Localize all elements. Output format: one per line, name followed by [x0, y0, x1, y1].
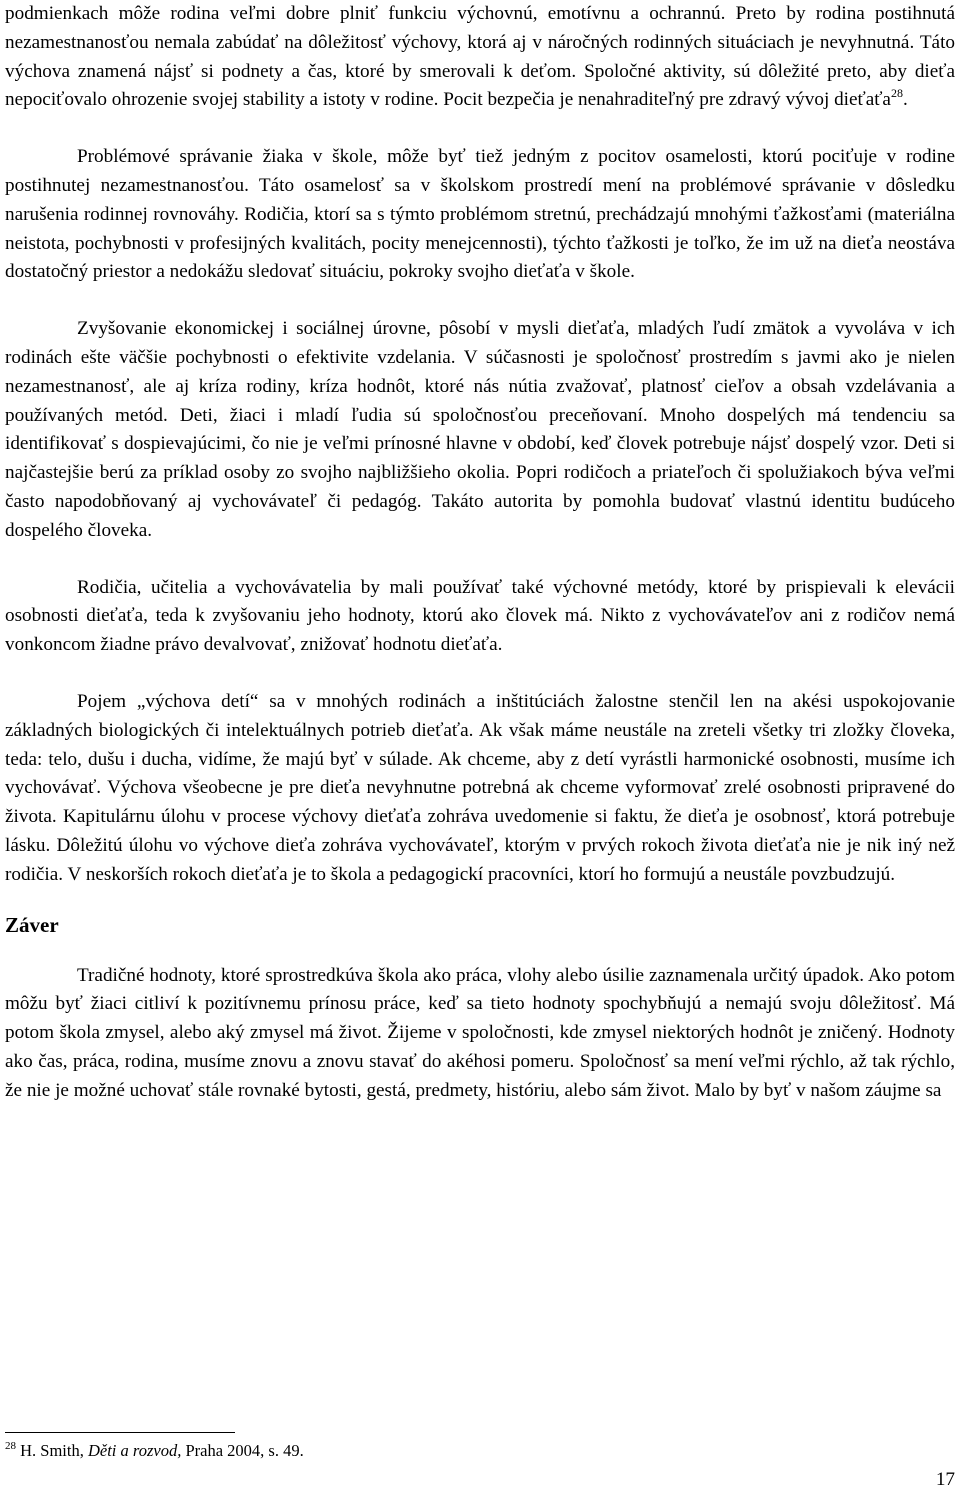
- footnote-author: H. Smith,: [20, 1441, 88, 1460]
- footnote-title: Děti a rozvod,: [87, 1441, 182, 1460]
- footnote: [5, 1439, 304, 1463]
- paragraph-3: Zvyšovanie ekonomickej i sociálnej úrovne, pôsobí v mysli dieťaťa, mladých ľudí zmätok a vyvoláva v ich rodinách ešte väčšie pochybnosti o efektivite vzdelania. V súčasnosti je spoločnosť prostredím s javmi ako je nielen nezamestnanosť, ale aj kríza rodiny, kríza hodnôt, ktoré nás nútia zvažovať, platnosť cieľov a obsah vzdelávania a používaných metód. Deti, žiaci i mladí ľudia sú spoločnosťou preceňovaní. Mnoho dospelých má tendenciu sa identifikovať s dospievajúcimi, čo nie je veľmi prínosné hlavne v období, keď človek potrebuje nájsť dospelý vzor. Deti si najčastejšie berú za príklad osoby zo svojho najbližšieho okolia. Popri rodičoch a priateľoch či spolužiakoch býva veľmi často napodobňovaný aj vychovávateľ či pedagóg. Takáto autorita by pomohla budovať vlastnú identitu budúceho dospelého človeka.: [5, 318, 955, 541]
- paragraph-1-text: podmienkach môže rodina veľmi dobre plniť funkciu výchovnú, emotívnu a ochrannú. Preto by rodina postihnutá nezamestnanosťou nemala zabúdať na dôležitosť výchovy, ktorá aj v náročných rodinných situáciach je nevyhnutná. Táto výchova znamená nájsť si podnety a čas, ktoré by smerovali k deťom. Spoločné aktivity, sú dôležité preto, aby dieťa nepociťovalo ohrozenie svojej stability a istoty v rodine. Pocit bezpečia je nenahraditeľný pre zdravý vývoj dieťaťa: [5, 3, 955, 111]
- paragraph-6: Tradičné hodnoty, ktoré sprostredkúva škola ako práca, vlohy alebo úsilie zaznamenala určitý úpadok. Ako potom môžu byť žiaci citliví k pozitívnemu prínosu práce, keď sa tieto hodnoty spochybňujú a nemajú svoju dôležitosť. Má potom škola zmysel, alebo aký zmysel má život. Žijeme v spoločnosti, kde zmysel niektorých hodnôt je zničený. Hodnoty ako čas, práca, rodina, musíme znovu a znovu stavať do akéhosi pomeru. Spoločnosť sa mení veľmi rýchlo, až tak rýchlo, že nie je možné uchovať stále rovnaké bytosti, gestá, predmety, históriu, alebo sám život. Malo by byť v našom záujme sa: [5, 964, 955, 1101]
- footnote-number: 28: [5, 1440, 16, 1452]
- paragraph-4: Rodičia, učitelia a vychovávatelia by mali používať také výchovné metódy, ktoré by prispievali k elevácii osobnosti dieťaťa, teda k zvyšovaniu jeho hodnoty, ktorú ako človek má. Nikto z vychovávateľov ani z rodičov nemá vonkoncom žiadne právo devalvovať, znižovať hodnotu dieťaťa.: [5, 576, 955, 656]
- section-heading: Záver: [5, 912, 59, 937]
- document-page: [5, 0, 955, 1106]
- paragraph-1: [5, 0, 955, 115]
- paragraph-5: Pojem „výchova detí“ sa v mnohých rodinách a inštitúciách žalostne stenčil len na akési uspokojovanie základných biologických či intelektuálnych potrieb dieťaťa. Ak však máme neustále na zreteli všetky tri zložky človeka, teda: telo, dušu i ducha, vidíme, že majú byť v súlade. Ak chceme, aby z detí vyrástli harmonické osobnosti, musíme ich vychovávať. Výchova všeobecne je pre dieťa nevyhnutne potrebná ak chceme vyformovať zrelé osobnosti pripravené do života. Kapitulárnu úlohu v procese výchovy dieťaťa zohráva uvedomenie si faktu, že dieťa je osobnosť, ktorá potrebuje lásku. Dôležitú úlohu vo výchove dieťa zohráva vychovávateľ, ktorým v prvých rokoch života dieťaťa nie je nik iný než rodičia. V neskorších rokoch dieťaťa je to škola a pedagogickí pracovníci, ktorí ho formujú a neustále povzbudzujú.: [5, 690, 955, 885]
- paragraph-2: Problémové správanie žiaka v škole, môže byť tiež jedným z pocitov osamelosti, ktorú pociťuje v rodine postihnutej nezamestnanosťou. Táto osamelosť sa v školskom prostredí mení na problémové správanie v dôsledku narušenia rodinnej rovnováhy. Rodičia, ktorí sa s týmto problémom stretnú, prechádzajú mnohými ťažkosťami (materiálna neistota, pochybnosti v profesijných kvalitách, pocity menejcennosti), týchto ťažkosti je toľko, že im už na dieťa neostáva dostatočný priestor a nedokážu sledovať situáciu, pokroky svojho dieťaťa v škole.: [5, 146, 955, 283]
- page-number: 17: [935, 1469, 955, 1490]
- footnote-reference: 28: [890, 86, 903, 101]
- paragraph-1-end: .: [902, 89, 908, 111]
- footnote-rest: Praha 2004, s. 49.: [181, 1441, 304, 1460]
- footnote-divider: [5, 1432, 235, 1433]
